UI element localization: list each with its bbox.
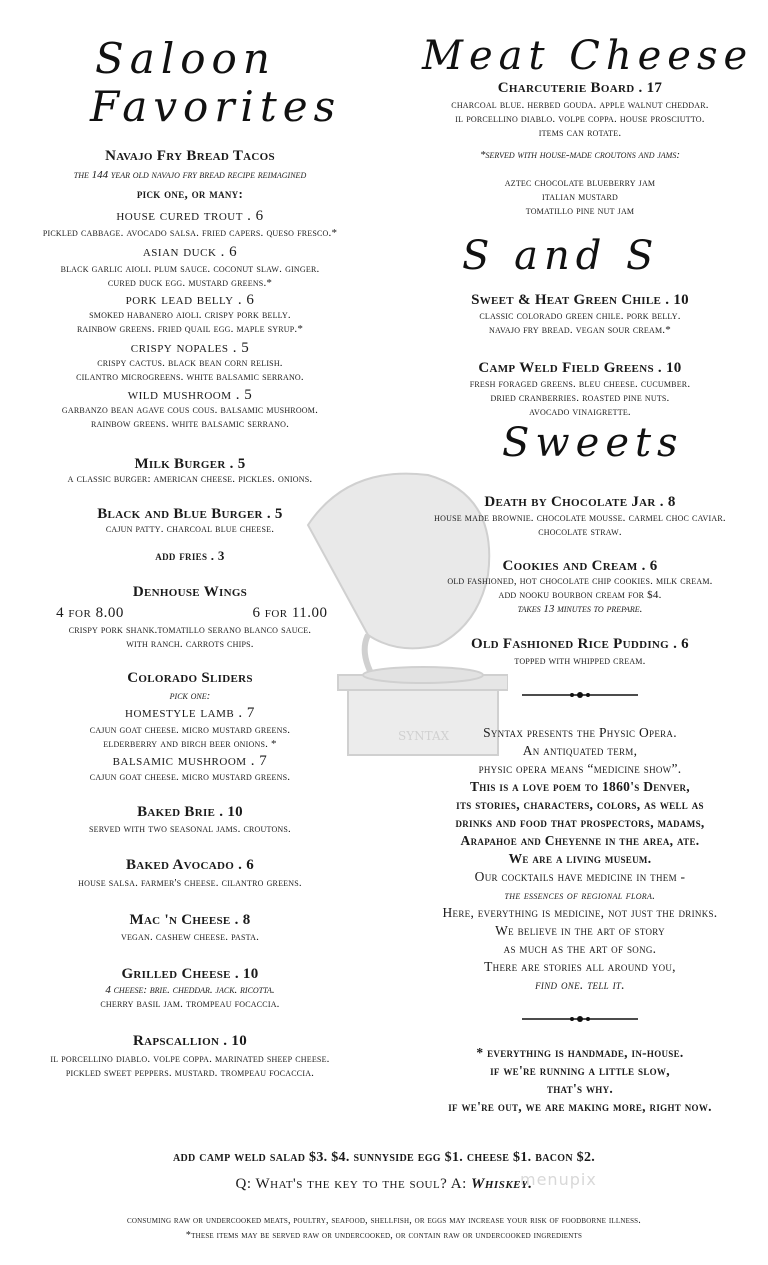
story-line-13: as much as the art of song. bbox=[503, 941, 657, 956]
whiskey-question: Q: What's the key to the soul? bbox=[235, 1176, 448, 1192]
cookies-desc-2: add nooku bourbon cream for $4. bbox=[498, 589, 662, 601]
grilled-desc-2: cherry basil jam. trompeau focaccia. bbox=[100, 998, 280, 1010]
story-line-2: An antiquated term, bbox=[522, 743, 638, 758]
addons-line: add camp weld salad $3. $4. sunnyside egg $1. cheese $1. bacon $2. bbox=[172, 1150, 596, 1165]
charcuterie-title: Charcuterie Board . 17 bbox=[497, 80, 663, 96]
whiskey-line bbox=[0, 1176, 768, 1193]
story-line-9: Our cocktails have medicine in them - bbox=[474, 869, 686, 884]
greens-desc-1: fresh foraged greens. bleu cheese. cucumber. bbox=[469, 378, 691, 390]
duck-desc-1: black garlic aioli. plum sauce. coconut slaw. ginger. bbox=[60, 263, 320, 275]
lamb-name: homestyle lamb . 7 bbox=[125, 705, 255, 721]
brie-title: Baked Brie . 10 bbox=[137, 804, 243, 820]
handmade-line-3: that's why. bbox=[546, 1081, 614, 1096]
sweets-heading: Sweets bbox=[502, 420, 684, 466]
story-line-6: drinks and food that prospectors, madams, bbox=[455, 815, 705, 830]
milk-burger-desc: a classic burger: american cheese. pickles. onions. bbox=[67, 473, 313, 485]
saloon-heading: Saloon bbox=[95, 34, 276, 83]
avocado-title: Baked Avocado . 6 bbox=[125, 857, 255, 873]
ornament-divider-top bbox=[522, 689, 638, 701]
whiskey-answer: Whiskey. bbox=[471, 1176, 533, 1192]
tacos-title: Navajo Fry Bread Tacos bbox=[105, 148, 275, 164]
favorites-heading: Favorites bbox=[90, 82, 342, 131]
rapscallion-desc-1: il porcellino diablo. volpe coppa. marinated sheep cheese. bbox=[50, 1053, 330, 1065]
jam-1: aztec chocolate blueberry jam bbox=[504, 177, 656, 189]
story-line-4: This is a love poem to 1860's Denver, bbox=[470, 779, 690, 794]
story-line-15: find one. tell it. bbox=[535, 977, 625, 992]
wings-title: Denhouse Wings bbox=[132, 584, 248, 600]
chile-desc-2: navajo fry bread. vegan sour cream.* bbox=[489, 324, 671, 336]
milk-burger-title: Milk Burger . 5 bbox=[134, 456, 246, 472]
charcuterie-desc-1: charcoal blue. herbed gouda. apple walnut cheddar. bbox=[451, 99, 709, 111]
chile-title: Sweet & Heat Green Chile . 10 bbox=[471, 292, 689, 308]
greens-title: Camp Weld Field Greens . 10 bbox=[478, 360, 682, 376]
charcuterie-desc-2: il porcellino diablo. volpe coppa. house prosciutto. bbox=[455, 113, 705, 125]
mushroom-desc-1: garbanzo bean agave cous cous. balsamic mushroom. bbox=[61, 404, 319, 416]
pork-name: pork lead belly . 6 bbox=[125, 292, 255, 308]
wings-desc-1: crispy pork shank.tomatillo serano blanco sauce. bbox=[68, 624, 312, 636]
rapscallion-title: Rapscallion . 10 bbox=[132, 1033, 247, 1049]
menupix-watermark: menupix bbox=[520, 1170, 597, 1189]
story-line-1: Syntax presents the Physic Opera. bbox=[483, 725, 677, 740]
jam-3: tomatillo pine nut jam bbox=[525, 205, 635, 217]
story-line-3: physic opera means “medicine show”. bbox=[478, 761, 682, 776]
tacos-pick: pick one, or many: bbox=[136, 186, 244, 201]
duck-desc-2: cured duck egg. mustard greens.* bbox=[107, 277, 273, 289]
add-fries: add fries . 3 bbox=[155, 548, 225, 563]
story-line-12: We believe in the art of story bbox=[495, 923, 665, 938]
handmade-line-1: * everything is handmade, in-house. bbox=[476, 1045, 684, 1060]
cookies-note: takes 13 minutes to prepare. bbox=[517, 603, 643, 615]
charcuterie-served: *served with house-made croutons and jams: bbox=[479, 149, 681, 161]
story-line-11: Here, everything is medicine, not just the drinks. bbox=[442, 905, 718, 920]
black-blue-desc: cajun patty. charcoal blue cheese. bbox=[105, 523, 275, 535]
raw-asterisk-note: *these items may be served raw or undercooked, or contain raw or undercooked ingredients bbox=[185, 1230, 583, 1241]
greens-desc-2: dried cranberries. roasted pine nuts. bbox=[490, 392, 670, 404]
grilled-desc-1: 4 cheese: brie. cheddar. jack. ricotta. bbox=[105, 984, 275, 996]
wings-option-4: 4 for 8.00 bbox=[56, 605, 124, 621]
greens-desc-3: avocado vinaigrette. bbox=[529, 406, 631, 418]
lamb-desc-2: elderberry and birch beer onions. * bbox=[103, 738, 277, 750]
black-blue-title: Black and Blue Burger . 5 bbox=[97, 506, 283, 522]
meat-cheese-heading: Meat Cheese bbox=[422, 33, 754, 79]
pudding-desc: topped with whipped cream. bbox=[514, 655, 646, 667]
trout-desc: pickled cabbage. avocado salsa. fried capers. queso fresco.* bbox=[42, 227, 338, 239]
death-title: Death by Chocolate Jar . 8 bbox=[484, 494, 676, 510]
sliders-title: Colorado Sliders bbox=[127, 670, 253, 686]
mushroom-name: wild mushroom . 5 bbox=[127, 387, 253, 403]
raw-warning: consuming raw or undercooked meats, poultry, seafood, shellfish, or eggs may increase your risk of foodborne illness. bbox=[127, 1215, 641, 1226]
wings-desc-2: with ranch. carrots chips. bbox=[126, 638, 254, 650]
jam-2: italian mustard bbox=[541, 191, 619, 203]
gramophone-label: SYNTAX bbox=[398, 729, 450, 743]
ornament-divider-bottom bbox=[522, 1013, 638, 1025]
death-desc-1: house made brownie. chocolate mousse. carmel choc caviar. bbox=[434, 512, 726, 524]
nopales-desc-1: crispy cactus. black bean corn relish. bbox=[97, 357, 283, 369]
death-desc-2: chocolate straw. bbox=[538, 526, 622, 538]
story-line-8: We are a living museum. bbox=[508, 851, 652, 866]
trout-name: house cured trout . 6 bbox=[116, 208, 264, 224]
grilled-title: Grilled Cheese . 10 bbox=[121, 966, 259, 982]
charcuterie-desc-3: items can rotate. bbox=[538, 127, 622, 139]
brie-desc: served with two seasonal jams. croutons. bbox=[88, 823, 292, 835]
rapscallion-desc-2: pickled sweet peppers. mustard. trompeau focaccia. bbox=[65, 1067, 315, 1079]
lamb-desc-1: cajun goat cheese. micro mustard greens. bbox=[89, 724, 291, 736]
mac-title: Mac 'n Cheese . 8 bbox=[129, 912, 251, 928]
cookies-title: Cookies and Cream . 6 bbox=[502, 558, 658, 574]
pork-desc-2: rainbow greens. fried quail egg. maple syrup.* bbox=[76, 323, 304, 335]
mushroom-desc-2: rainbow greens. white balsamic serrano. bbox=[90, 418, 290, 430]
s-and-s-heading: S and S bbox=[462, 233, 660, 279]
pork-desc-1: smoked habanero aioli. crispy pork belly. bbox=[89, 309, 291, 321]
nopales-name: crispy nopales . 5 bbox=[130, 340, 250, 356]
handmade-line-2: if we're running a little slow, bbox=[490, 1063, 670, 1078]
story-line-14: There are stories all around you, bbox=[484, 959, 676, 974]
mac-desc: vegan. cashew cheese. pasta. bbox=[120, 931, 260, 943]
story-line-10: the essences of regional flora. bbox=[504, 888, 656, 902]
pudding-title: Old Fashioned Rice Pudding . 6 bbox=[471, 636, 689, 652]
sliders-pick: pick one: bbox=[169, 690, 211, 702]
avocado-desc: house salsa. farmer's cheese. cilantro greens. bbox=[78, 877, 302, 889]
story-line-5: its stories, characters, colors, as well as bbox=[456, 797, 704, 812]
nopales-desc-2: cilantro microgreens. white balsamic serrano. bbox=[76, 371, 304, 383]
handmade-line-4: if we're out, we are making more, right now. bbox=[448, 1099, 712, 1114]
story-line-7: Arapahoe and Cheyenne in the area, ate. bbox=[460, 833, 700, 848]
whiskey-answer-label: A: bbox=[450, 1176, 467, 1192]
cookies-desc-1: old fashioned, hot chocolate chip cookies. milk cream. bbox=[447, 575, 713, 587]
chile-desc-1: classic colorado green chile. pork belly. bbox=[479, 310, 681, 322]
tacos-tagline: the 144 year old navajo fry bread recipe reimagined bbox=[73, 169, 307, 181]
balsamic-slider-desc: cajun goat cheese. micro mustard greens. bbox=[89, 771, 291, 783]
duck-name: asian duck . 6 bbox=[142, 244, 238, 260]
wings-option-6: 6 for 11.00 bbox=[252, 605, 328, 621]
balsamic-slider-name: balsamic mushroom . 7 bbox=[112, 753, 268, 769]
